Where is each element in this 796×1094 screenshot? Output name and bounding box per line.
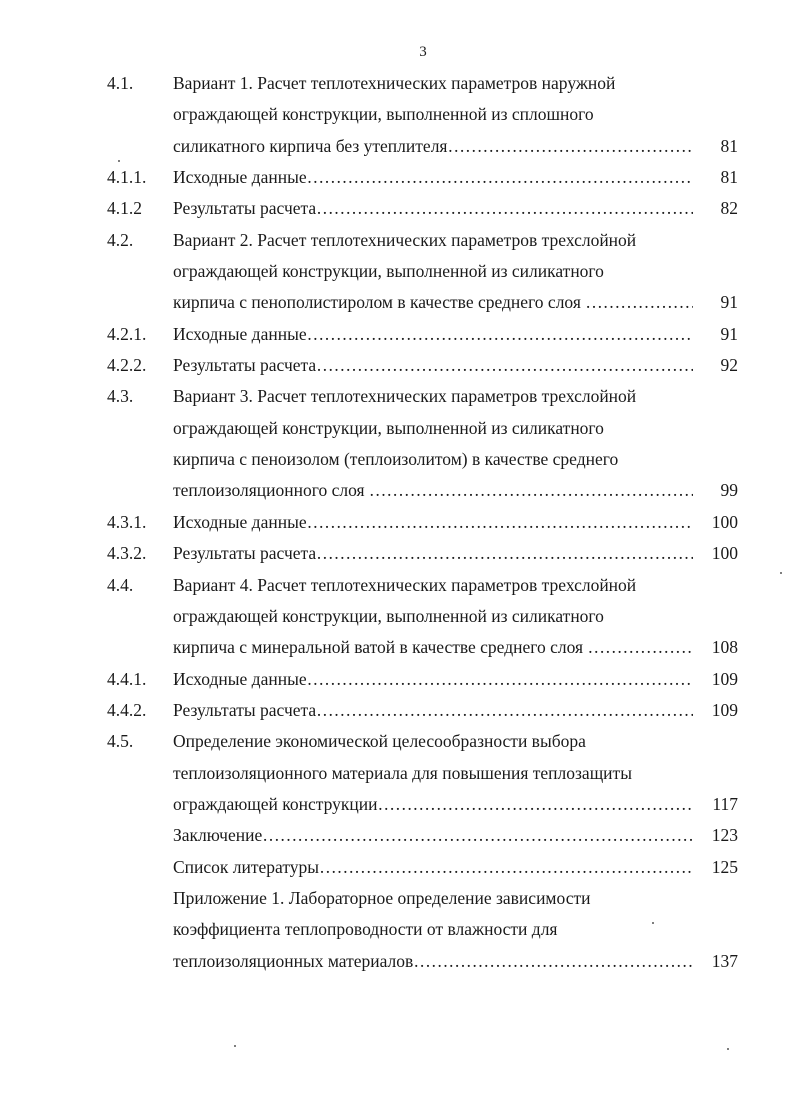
- toc-entry-continuation: [0, 632, 796, 663]
- toc-entry: [0, 726, 796, 757]
- page-ref: 109: [711, 699, 738, 720]
- page-number: 3: [419, 44, 427, 60]
- page-ref: 91: [720, 323, 738, 344]
- entry-title-with-leader: теплоизоляционного слоя …………………………………………………………………………………………………………………………………………………………………………: [173, 475, 693, 506]
- toc-entry-continuation: [0, 789, 796, 820]
- toc-entry: [0, 820, 796, 851]
- toc-entry-continuation: [0, 601, 796, 632]
- scan-speck: [727, 1048, 729, 1050]
- toc-entry: [0, 68, 796, 99]
- entry-title-with-leader: кирпича с минеральной ватой в качестве среднего слоя …………………………………………………………………………………………………………………………………………………………………………: [173, 632, 693, 663]
- toc-entry: [0, 538, 796, 569]
- toc-entry: [0, 381, 796, 412]
- toc-entry: [0, 883, 796, 914]
- toc-entry-continuation: [0, 758, 796, 789]
- scan-speck: [652, 922, 654, 924]
- page-ref: 109: [711, 668, 738, 689]
- entry-title: коэффициента теплопроводности от влажности для: [173, 919, 558, 940]
- entry-title: Вариант 3. Расчет теплотехнических параметров трехслойной: [173, 386, 637, 407]
- page-ref: 100: [711, 511, 738, 532]
- toc-entry: [0, 225, 796, 256]
- toc-entry: [0, 350, 796, 381]
- page-ref: 99: [720, 480, 738, 501]
- table-of-contents: [0, 68, 796, 977]
- section-number: 4.5.: [107, 731, 134, 752]
- entry-title-with-leader: кирпича с пенополистиролом в качестве среднего слоя …………………………………………………………………………………………………………………………………………………………………………: [173, 287, 693, 318]
- entry-title-with-leader: Заключение …………………………………………………………………………………………………………………………………………………………………………: [173, 820, 693, 851]
- page-ref: 91: [720, 292, 738, 313]
- entry-title: теплоизоляционного материала для повышения теплозащиты: [173, 762, 632, 783]
- entry-title-with-leader: Результаты расчета …………………………………………………………………………………………………………………………………………………………………………: [173, 695, 693, 726]
- section-number: 4.2.: [107, 229, 134, 250]
- entry-title: ограждающей конструкции, выполненной из силикатного: [173, 261, 604, 282]
- entry-title: Приложение 1. Лабораторное определение зависимости: [173, 887, 591, 908]
- section-number: 4.1.: [107, 73, 134, 93]
- toc-entry: [0, 695, 796, 726]
- entry-title: ограждающей конструкции, выполненной из сплошного: [173, 104, 594, 125]
- entry-title: Вариант 1. Расчет теплотехнических параметров наружной: [173, 73, 616, 93]
- section-number: 4.2.2.: [107, 355, 147, 376]
- toc-entry-continuation: [0, 99, 796, 130]
- toc-entry-continuation: [0, 444, 796, 475]
- scan-speck: [118, 160, 120, 162]
- page-ref: 81: [720, 135, 738, 156]
- page-ref: 92: [720, 355, 738, 376]
- section-number: 4.3.: [107, 386, 134, 407]
- entry-title-with-leader: Исходные данные …………………………………………………………………………………………………………………………………………………………………………: [173, 507, 693, 538]
- page-ref: 137: [711, 950, 738, 971]
- entry-title: Вариант 2. Расчет теплотехнических параметров трехслойной: [173, 229, 637, 250]
- toc-entry-continuation: [0, 413, 796, 444]
- entry-title: кирпича с пеноизолом (теплоизолитом) в качестве среднего: [173, 449, 619, 470]
- toc-entry-continuation: [0, 946, 796, 977]
- page-ref: 125: [711, 856, 738, 877]
- toc-entry: [0, 507, 796, 538]
- scan-speck: [234, 1045, 236, 1047]
- page-ref: 108: [711, 637, 738, 658]
- toc-entry: [0, 319, 796, 350]
- entry-title-with-leader: Список литературы …………………………………………………………………………………………………………………………………………………………………………: [173, 852, 693, 883]
- toc-entry-continuation: [0, 287, 796, 318]
- section-number: 4.3.2.: [107, 543, 147, 564]
- entry-title-with-leader: Результаты расчета …………………………………………………………………………………………………………………………………………………………………………: [173, 193, 693, 224]
- entry-title-with-leader: Результаты расчета …………………………………………………………………………………………………………………………………………………………………………: [173, 538, 693, 569]
- entry-title: Вариант 4. Расчет теплотехнических параметров трехслойной: [173, 574, 637, 595]
- entry-title: ограждающей конструкции, выполненной из силикатного: [173, 605, 604, 626]
- entry-title: Определение экономической целесообразности выбора: [173, 731, 586, 752]
- page-ref: 82: [720, 198, 738, 219]
- entry-title-with-leader: Исходные данные …………………………………………………………………………………………………………………………………………………………………………: [173, 162, 693, 193]
- toc-entry: [0, 162, 796, 193]
- toc-entry: [0, 852, 796, 883]
- toc-entry-continuation: [0, 256, 796, 287]
- toc-entry-continuation: [0, 131, 796, 162]
- entry-title-with-leader: Исходные данные …………………………………………………………………………………………………………………………………………………………………………: [173, 319, 693, 350]
- entry-title-with-leader: Результаты расчета …………………………………………………………………………………………………………………………………………………………………………: [173, 350, 693, 381]
- page-ref: 117: [712, 793, 738, 814]
- toc-entry: [0, 570, 796, 601]
- toc-entry: [0, 664, 796, 695]
- entry-title-with-leader: силикатного кирпича без утеплителя …………………………………………………………………………………………………………………………………………………………………………: [173, 131, 693, 162]
- section-number: 4.3.1.: [107, 511, 147, 532]
- entry-title-with-leader: теплоизоляционных материалов …………………………………………………………………………………………………………………………………………………………………………: [173, 946, 693, 977]
- section-number: 4.4.: [107, 574, 134, 595]
- toc-entry-continuation: [0, 914, 796, 945]
- section-number: 4.1.1.: [107, 167, 147, 188]
- section-number: 4.4.2.: [107, 699, 147, 720]
- page-ref: 123: [711, 825, 738, 846]
- section-number: 4.4.1.: [107, 668, 147, 689]
- toc-entry-continuation: [0, 475, 796, 506]
- entry-title-with-leader: Исходные данные …………………………………………………………………………………………………………………………………………………………………………: [173, 664, 693, 695]
- entry-title: ограждающей конструкции, выполненной из силикатного: [173, 417, 604, 438]
- section-number: 4.2.1.: [107, 323, 147, 344]
- entry-title-with-leader: ограждающей конструкции …………………………………………………………………………………………………………………………………………………………………………: [173, 789, 693, 820]
- scan-speck: [780, 572, 782, 574]
- toc-entry: [0, 193, 796, 224]
- page-ref: 81: [720, 167, 738, 188]
- page-ref: 100: [711, 543, 738, 564]
- section-number: 4.1.2: [107, 198, 142, 219]
